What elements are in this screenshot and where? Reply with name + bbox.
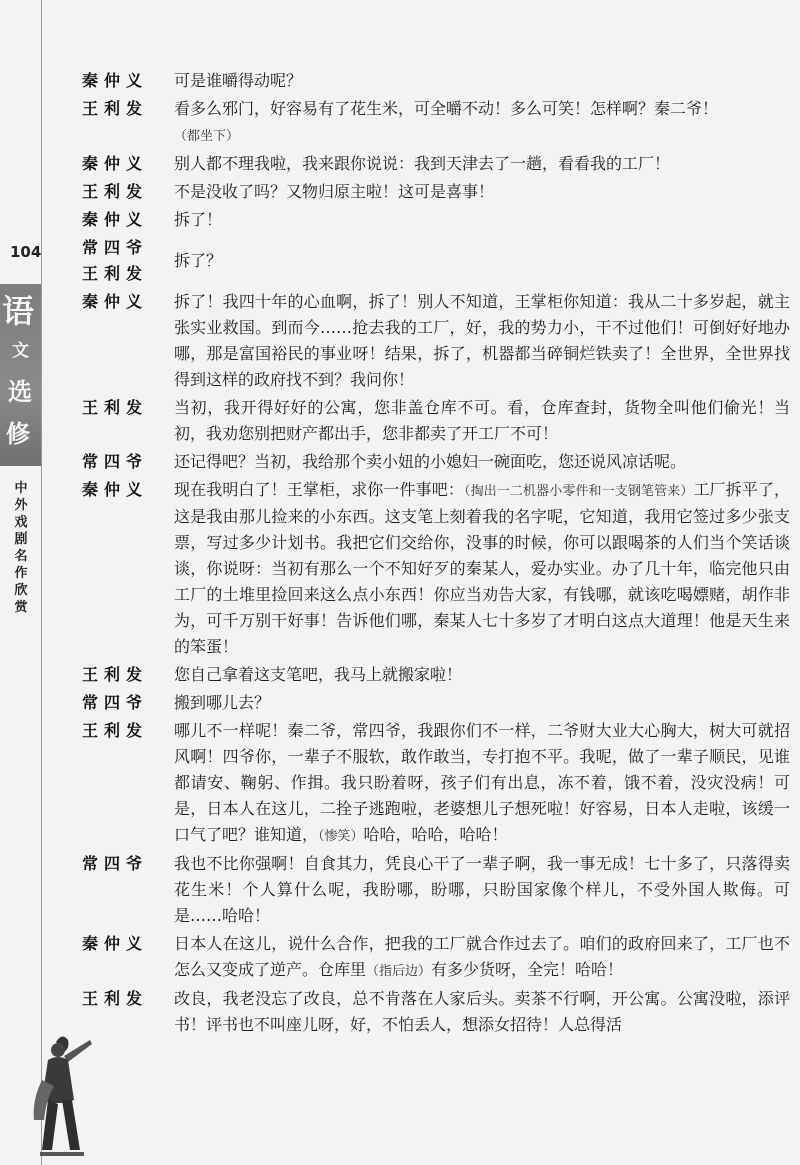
opera-figure-icon: [18, 1020, 98, 1160]
dialogue-line: [82, 986, 790, 1038]
speaker-name: 王利发: [82, 398, 149, 417]
dialogue-line: [82, 96, 790, 149]
speaker-name: 秦仲义: [82, 154, 149, 173]
speaker-name: 秦仲义: [82, 292, 149, 311]
dialogue-line: [82, 718, 790, 849]
dialogue-text: 拆了？: [174, 251, 223, 270]
stage-direction: （惨笑）: [318, 829, 364, 844]
dialogue-line: [82, 851, 790, 929]
dialogue-text: 不是没收了吗？又物归原主啦！这可是喜事！: [174, 182, 495, 201]
dialogue-line: [82, 235, 790, 287]
speaker-name: 秦仲义: [82, 934, 149, 953]
speaker-name: 常四爷: [82, 238, 149, 257]
speaker-name: 王利发: [82, 665, 149, 684]
dialogue-text: 搬到哪儿去？: [174, 693, 271, 712]
dialogue-line: [82, 289, 790, 393]
dialogue-line: [82, 395, 790, 447]
speaker-name: 王利发: [82, 99, 149, 118]
dialogue-line: [82, 662, 790, 688]
dialogue-line: [82, 477, 790, 660]
speaker-name: 王利发: [82, 264, 149, 283]
dialogue-line: [82, 151, 790, 177]
dialogue-text: 当初，我开得好好的公寓，您非盖仓库不可。看，仓库查封，货物全叫他们偷光！当初，我劝您别把财产都出手，您非都卖了开工厂不可！: [174, 398, 790, 443]
dialogue-span: 有多少货呀，全完！哈哈！: [431, 960, 624, 979]
dialogue-line: [82, 207, 790, 233]
script-dialogue: [82, 68, 790, 1040]
dialogue-text: 您自己拿着这支笔吧，我马上就搬家啦！: [174, 665, 463, 684]
dialogue-span: 现在我明白了！王掌柜，求你一件事吧：: [174, 480, 464, 499]
speaker-name: 王利发: [82, 721, 149, 740]
stage-direction: （指后边）: [366, 964, 432, 979]
series-title-char: 修: [6, 419, 30, 448]
speaker-name: 常四爷: [82, 452, 149, 471]
dialogue-line: [82, 449, 790, 475]
dialogue-line: [82, 179, 790, 205]
series-title-char: 语: [2, 292, 35, 330]
speaker-group: [82, 235, 174, 287]
dialogue-span: 哈哈，哈哈，哈哈！: [363, 825, 508, 844]
series-title-char: 文: [12, 341, 29, 361]
dialogue-text: 拆了！: [174, 210, 223, 229]
dialogue-text: [174, 718, 790, 849]
margin-divider: [41, 0, 42, 1165]
stage-direction: （掏出一二机器小零件和一支钢笔管来）: [463, 484, 694, 499]
speaker-name: 秦仲义: [82, 480, 149, 499]
dialogue-text: 我也不比你强啊！自食其力，凭良心干了一辈子啊，我一事无成！七十多了，只落得卖花生米！个人算什么呢，我盼哪，盼哪，只盼国家像个样儿，不受外国人欺侮。可是……哈哈！: [174, 854, 790, 925]
speaker-name: 秦仲义: [82, 71, 149, 90]
dialogue-span: 日本人在这儿，说什么合作，把我的工厂就合作过去了。咱们的政府回来了，工厂也不怎么又变成了逆产。仓库里: [174, 934, 790, 979]
dialogue-text: 还记得吧？当初，我给那个卖小妞的小媳妇一碗面吃，您还说风凉话呢。: [174, 452, 687, 471]
dialogue-text: 拆了！我四十年的心血啊，拆了！别人不知道，王掌柜你知道：我从二十多岁起，就主张实业救国。到而今……抢去我的工厂，好，我的势力小，干不过他们！可倒好好地办哪，那是富国裕民的事业呀！结果，拆了，机器都当碎铜烂铁卖了！全世界，全世界找得到这样的政府找不到？我问你！: [174, 292, 790, 389]
dialogue-text: [174, 931, 790, 984]
dialogue-line: [82, 931, 790, 984]
page-number: 104: [10, 243, 42, 261]
speaker-name: 常四爷: [82, 693, 149, 712]
dialogue-span: 工厂拆平了，这是我由那儿捡来的小东西。这支笔上刻着我的名字呢，它知道，我用它签过多少张支票，写过多少计划书。我把它们交给你，没事的时候，你可以跟喝茶的人们当个笑话谈谈，你说呀：当初有那么一个不知好歹的秦某人，爱办实业。办了几十年，临完他只由工厂的土堆里捡回来这么点小东西！你应当劝告大家，有钱哪，就该吃喝嫖赌，胡作非为，可千万别干好事！告诉他们哪，秦某人七十多岁了才明白这点大道理！他是天生来的笨蛋！: [174, 480, 790, 656]
speaker-name: 常四爷: [82, 854, 149, 873]
speaker-name: 秦仲义: [82, 210, 149, 229]
dialogue-line: [82, 690, 790, 716]
series-title-char: 选: [8, 377, 32, 406]
dialogue-text: [174, 477, 790, 660]
dialogue-text: 改良，我老没忘了改良，总不肯落在人家后头。卖茶不行啊，开公寓。公寓没啦，添评书！评书也不叫座儿呀，好，不怕丢人，想添女招待！人总得活: [174, 989, 790, 1034]
dialogue-text: [174, 96, 790, 149]
dialogue-text: 别人都不理我啦，我来跟你说说：我到天津去了一趟，看看我的工厂！: [174, 154, 671, 173]
stage-direction: （都坐下）: [174, 129, 240, 144]
dialogue-span: 看多么邪门，好容易有了花生米，可全嚼不动！多么可笑！怎样啊？秦二爷！: [174, 99, 719, 118]
dialogue-line: [82, 68, 790, 94]
speaker-name: 王利发: [82, 989, 149, 1008]
dialogue-span: 哪儿不一样呢！秦二爷，常四爷，我跟你们不一样，二爷财大业大心胸大，树大可就招风啊！四爷你，一辈子不服软，敢作敢当，专打抱不平。我呢，做了一辈子顺民，见谁都请安、鞠躬、作揖。我只盼着呀，孩子们有出息，冻不着，饿不着，没灾没病！可是，日本人在这儿，二拴子逃跑啦，老婆想儿子想死啦！好容易，日本人走啦，该缓一口气了吧？谁知道，: [174, 721, 790, 844]
series-subtitle: 中外戏剧名作欣赏: [14, 481, 28, 615]
dialogue-text: 可是谁嚼得动呢？: [174, 71, 303, 90]
speaker-name: 王利发: [82, 182, 149, 201]
series-title-tab: [0, 284, 41, 466]
